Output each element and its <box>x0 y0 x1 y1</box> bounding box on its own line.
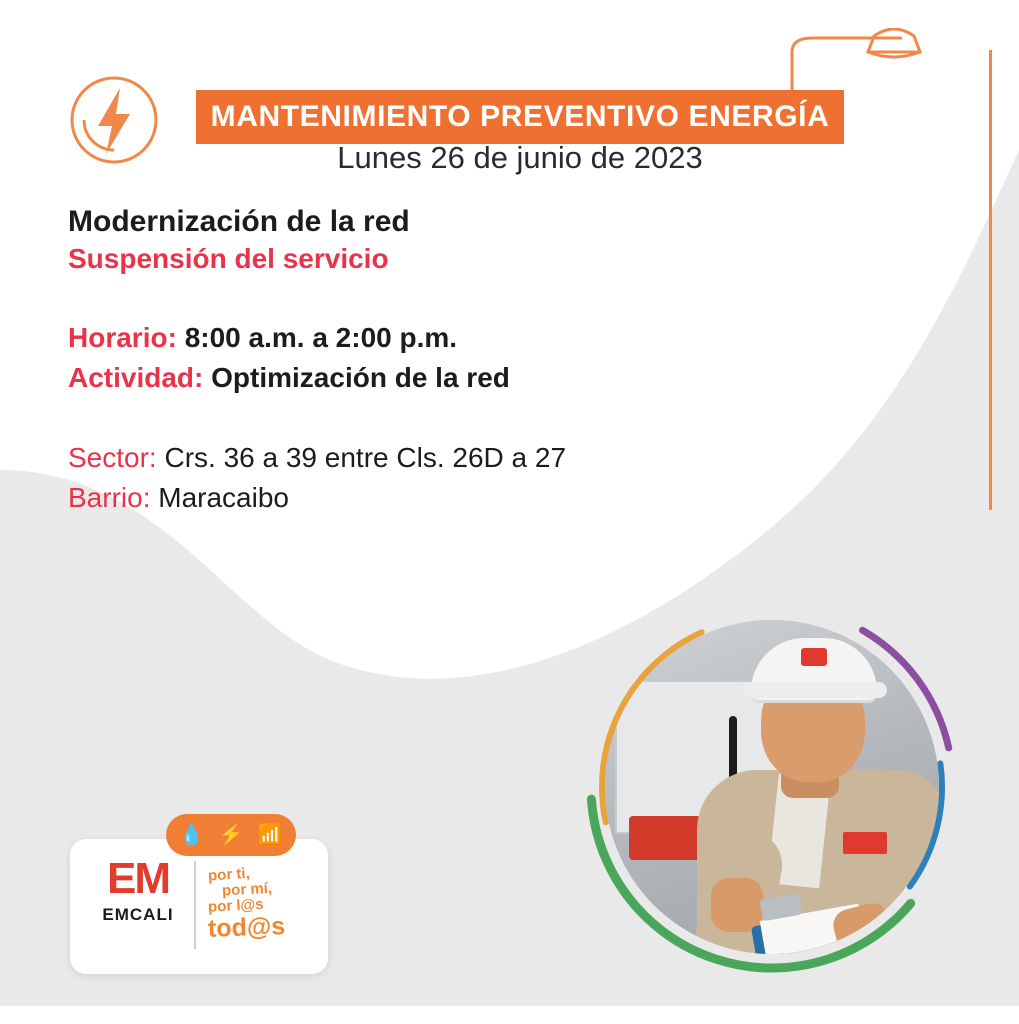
service-icons-pill <box>166 814 296 856</box>
bottom-white-strip <box>0 1006 1019 1024</box>
slogan-line-1: por ti, <box>207 864 251 885</box>
info-value-sector: Crs. 36 a 39 entre Cls. 26D a 27 <box>164 442 567 473</box>
emcali-logo-card <box>70 839 328 974</box>
lightning-bolt-icon <box>62 68 166 172</box>
worker-photo-image <box>605 620 939 954</box>
slogan-line-3: por l@s <box>207 895 264 916</box>
info-label-sector: Sector: <box>68 442 157 473</box>
lightning-bolt-icon: ⚡ <box>218 824 244 846</box>
info-row-horario <box>68 322 457 354</box>
emcali-logo-word: EMCALI <box>102 905 174 924</box>
banner-title-text: MANTENIMIENTO PREVENTIVO ENERGÍA <box>210 100 830 133</box>
emcali-logo-mark: EM <box>107 854 169 903</box>
logo-divider <box>194 861 196 949</box>
info-row-barrio <box>68 482 289 514</box>
emcali-slogan <box>207 864 314 944</box>
worker-photo <box>577 592 967 982</box>
subject-heading: Modernización de la red <box>68 205 410 238</box>
slogan-line-4: tod@s <box>207 912 286 944</box>
slogan-line-2: por mí, <box>221 879 273 900</box>
info-label-actividad: Actividad: <box>68 362 204 393</box>
date-text: Lunes 26 de junio de 2023 <box>337 140 703 175</box>
water-drop-icon: 💧 <box>179 824 205 846</box>
emcali-logo <box>92 854 184 925</box>
info-row-sector <box>68 442 566 474</box>
info-value-actividad: Optimización de la red <box>211 362 510 393</box>
street-lamp-icon <box>782 28 992 98</box>
info-row-actividad <box>68 362 510 394</box>
wifi-icon: 📶 <box>257 824 283 846</box>
info-value-barrio: Maracaibo <box>158 482 289 513</box>
info-label-barrio: Barrio: <box>68 482 151 513</box>
info-value-horario: 8:00 a.m. a 2:00 p.m. <box>184 322 458 353</box>
notice-heading: Suspensión del servicio <box>68 243 389 274</box>
banner-title <box>196 90 844 144</box>
info-label-horario: Horario: <box>68 322 177 353</box>
decorative-vertical-line <box>989 50 992 510</box>
